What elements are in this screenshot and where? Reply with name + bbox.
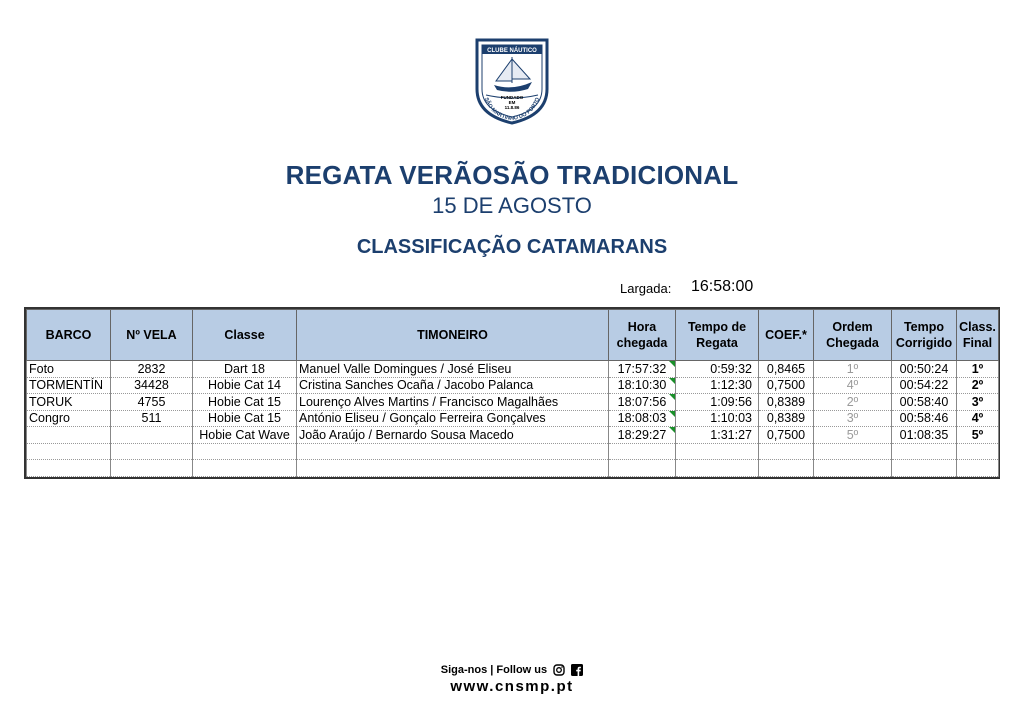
cell-ordem-chegada: 1º bbox=[814, 361, 892, 378]
cell-timoneiro: João Araújo / Bernardo Sousa Macedo bbox=[297, 427, 609, 444]
cell-hora-chegada: 18:10:30 bbox=[609, 377, 676, 394]
cell-tempo-regata: 1:12:30 bbox=[676, 377, 759, 394]
club-logo bbox=[474, 37, 550, 125]
logo-founded: FUNDADO bbox=[500, 95, 524, 100]
cell-classe: Hobie Cat 15 bbox=[193, 410, 297, 427]
cell-vela: 511 bbox=[111, 410, 193, 427]
cell-ordem-chegada: 2º bbox=[814, 394, 892, 411]
cell-tempo-corrigido: 01:08:35 bbox=[892, 427, 957, 444]
cell-class-final: 2º bbox=[957, 377, 999, 394]
cell-vela bbox=[111, 427, 193, 444]
website-link[interactable]: www.cnsmp.pt bbox=[450, 678, 574, 695]
cell-tempo-regata: 1:10:03 bbox=[676, 410, 759, 427]
cell-barco: Congro bbox=[27, 410, 111, 427]
cell-vela: 4755 bbox=[111, 394, 193, 411]
table-row bbox=[27, 377, 999, 394]
facebook-icon[interactable] bbox=[571, 664, 583, 676]
logo-founded-date: 11.8.86 bbox=[504, 105, 520, 110]
section-subtitle: CLASSIFICAÇÃO CATAMARANS bbox=[356, 236, 668, 258]
table-row bbox=[27, 410, 999, 427]
event-date: 15 DE AGOSTO bbox=[432, 193, 592, 218]
cell-barco bbox=[27, 427, 111, 444]
col-header-timoneiro: TIMONEIRO bbox=[297, 310, 609, 361]
cell-class-final: 1º bbox=[957, 361, 999, 378]
cell-tempo-regata: 1:09:56 bbox=[676, 394, 759, 411]
cell-tempo-regata: 0:59:32 bbox=[676, 361, 759, 378]
cell-timoneiro: Lourenço Alves Martins / Francisco Magalhães bbox=[297, 394, 609, 411]
cell-class-final: 4º bbox=[957, 410, 999, 427]
cell-hora-chegada: 18:07:56 bbox=[609, 394, 676, 411]
col-header-class-final: Class. Final bbox=[957, 310, 999, 361]
cell-tempo-corrigido: 00:54:22 bbox=[892, 377, 957, 394]
cell-coef: 0,7500 bbox=[759, 427, 814, 444]
cell-timoneiro: Manuel Valle Domingues / José Eliseu bbox=[297, 361, 609, 378]
cell-coef: 0,8465 bbox=[759, 361, 814, 378]
start-label: Largada: bbox=[620, 281, 672, 296]
cell-hora-chegada: 18:08:03 bbox=[609, 410, 676, 427]
cell-barco: Foto bbox=[27, 361, 111, 378]
cell-classe: Hobie Cat 15 bbox=[193, 394, 297, 411]
cell-ordem-chegada: 4º bbox=[814, 377, 892, 394]
cell-coef: 0,8389 bbox=[759, 394, 814, 411]
col-header-tempo-regata: Tempo de Regata bbox=[676, 310, 759, 361]
cell-class-final: 3º bbox=[957, 394, 999, 411]
cell-class-final: 5º bbox=[957, 427, 999, 444]
cell-tempo-corrigido: 00:58:40 bbox=[892, 394, 957, 411]
cell-hora-chegada: 18:29:27 bbox=[609, 427, 676, 444]
table-row bbox=[27, 361, 999, 378]
page-title: REGATA VERÃOSÃO TRADICIONAL bbox=[285, 160, 739, 190]
cell-tempo-corrigido: 00:58:46 bbox=[892, 410, 957, 427]
cell-tempo-regata: 1:31:27 bbox=[676, 427, 759, 444]
cell-timoneiro: Cristina Sanches Ocaña / Jacobo Palanca bbox=[297, 377, 609, 394]
cell-coef: 0,7500 bbox=[759, 377, 814, 394]
cell-barco: TORUK bbox=[27, 394, 111, 411]
col-header-ordem-chegada: Ordem Chegada bbox=[814, 310, 892, 361]
cell-timoneiro: António Eliseu / Gonçalo Ferreira Gonçalves bbox=[297, 410, 609, 427]
cell-vela: 34428 bbox=[111, 377, 193, 394]
follow-us-text: Siga-nos | Follow us bbox=[440, 664, 548, 676]
cell-vela: 2832 bbox=[111, 361, 193, 378]
table-row-empty bbox=[27, 460, 999, 477]
instagram-icon[interactable] bbox=[553, 664, 565, 676]
col-header-classe: Classe bbox=[193, 310, 297, 361]
cell-ordem-chegada: 5º bbox=[814, 427, 892, 444]
start-time: 16:58:00 bbox=[691, 278, 754, 295]
cell-classe: Hobie Cat 14 bbox=[193, 377, 297, 394]
table-row bbox=[27, 427, 999, 444]
logo-top-text: CLUBE NÁUTICO bbox=[487, 48, 537, 54]
table-row-empty bbox=[27, 443, 999, 460]
cell-barco: TORMENTÍN bbox=[27, 377, 111, 394]
col-header-hora-chegada: Hora chegada bbox=[609, 310, 676, 361]
cell-tempo-corrigido: 00:50:24 bbox=[892, 361, 957, 378]
cell-coef: 0,8389 bbox=[759, 410, 814, 427]
follow-us bbox=[0, 664, 1024, 676]
cell-hora-chegada: 17:57:32 bbox=[609, 361, 676, 378]
logo-ring-text: SÃO MARTINHO DO PORTO bbox=[482, 96, 542, 123]
cell-ordem-chegada: 3º bbox=[814, 410, 892, 427]
table-row bbox=[27, 394, 999, 411]
logo-founded-em: EM bbox=[508, 100, 516, 105]
table-header-row bbox=[27, 310, 999, 361]
cell-classe: Dart 18 bbox=[193, 361, 297, 378]
results-table bbox=[24, 307, 1000, 479]
col-header-coef: COEF.* bbox=[759, 310, 814, 361]
col-header-vela: Nº VELA bbox=[111, 310, 193, 361]
col-header-barco: BARCO bbox=[27, 310, 111, 361]
col-header-tempo-corrigido: Tempo Corrigido bbox=[892, 310, 957, 361]
cell-classe: Hobie Cat Wave bbox=[193, 427, 297, 444]
